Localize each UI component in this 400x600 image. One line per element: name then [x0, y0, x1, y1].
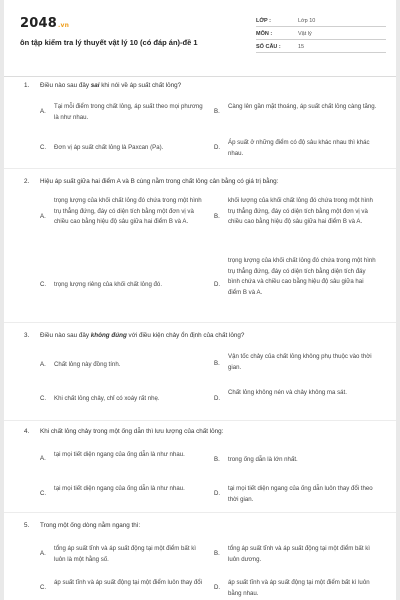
option-letter: C.	[40, 281, 47, 288]
option-letter: A.	[40, 361, 46, 368]
option-text: Chất lỏng này đồng tính.	[54, 361, 121, 368]
option-text: trọng lượng của khối chất lỏng đó chứa trong một hình trụ thẳng đứng, đáy có diện tích bằng diện tích đáy bình chứa và chiều cao bằng hiệu độ sâu giữa hai điểm B và A.	[228, 257, 376, 296]
question-text: Hiệu áp suất giữa hai điểm A và B cùng nằm trong chất lỏng cân bằng có giá trị bằng:	[40, 178, 279, 185]
question-4	[24, 426, 384, 438]
option-text: áp suất tĩnh và áp suất động tại một điểm luôn thay đổi	[54, 579, 203, 586]
option-letter: A.	[40, 108, 46, 115]
option-letter: A.	[40, 455, 46, 462]
meta-key: MÔN :	[256, 31, 273, 37]
question-1	[24, 80, 384, 92]
question-stem	[24, 520, 384, 532]
option-text: Tại mỗi điểm trong chất lỏng, áp suất theo mọi phương là như nhau.	[54, 103, 203, 121]
meta-value: 15	[298, 44, 305, 50]
document-header	[18, 16, 388, 66]
option-text: Càng lên gần mặt thoáng, áp suất chất lỏng càng tăng.	[228, 103, 377, 110]
meta-row-class	[256, 16, 386, 27]
option-letter: B.	[214, 360, 220, 367]
question-number: 1.	[24, 82, 30, 89]
logo-suffix: .vn	[57, 22, 70, 29]
option-letter: D.	[214, 281, 221, 288]
meta-key: LỚP :	[256, 18, 271, 24]
option-letter: B.	[214, 550, 220, 557]
option-letter: C.	[40, 395, 47, 402]
document-page	[4, 0, 396, 600]
option-letter: D.	[214, 144, 221, 151]
question-text	[40, 80, 181, 92]
meta-row-count	[256, 42, 386, 53]
meta-row-subject	[256, 29, 386, 40]
option-text: khối lượng của khối chất lỏng đó chứa trong một hình trụ thẳng đứng, đáy có diện tích bằng một đơn vị và chiều cao bằng hiệu độ sâu giữa hai điểm B và A.	[228, 197, 373, 225]
question-text-pre: Điều nào sau đây	[40, 332, 91, 339]
question-5	[24, 520, 384, 532]
option-text: Vận tốc chảy của chất lỏng không phụ thuộc vào thời gian.	[228, 353, 372, 371]
option-letter: C.	[40, 490, 47, 497]
question-text: Khi chất lỏng chảy trong một ống dẫn thì lưu lượng của chất lỏng:	[40, 428, 224, 435]
question-text-post: với điều kiện chảy ổn định của chất lỏng?	[126, 332, 245, 339]
question-text-emphasis: sai	[90, 82, 100, 89]
meta-key: SỐ CÂU :	[256, 44, 281, 50]
question-divider	[4, 512, 396, 513]
question-text-post: khi nói về áp suất chất lỏng?	[99, 82, 182, 89]
option-letter: B.	[214, 456, 220, 463]
option-letter: D.	[214, 395, 221, 402]
option-text: tại mọi tiết diện ngang của ống dẫn là như nhau.	[54, 451, 185, 458]
question-stem	[24, 176, 384, 188]
option-letter: B.	[214, 213, 220, 220]
question-stem	[24, 426, 384, 438]
option-letter: A.	[40, 550, 46, 557]
option-text: trọng lượng riêng của khối chất lỏng đó.	[54, 281, 163, 288]
option-text: Khi chất lỏng chảy, chỉ có xoáy rất nhẹ.	[54, 395, 160, 402]
document-meta	[256, 16, 386, 55]
question-divider	[4, 322, 396, 323]
option-letter: C.	[40, 584, 47, 591]
meta-value: Vật lý	[298, 31, 312, 37]
option-text: áp suất tĩnh và áp suất động tại một điểm bất kì luôn bằng nhau.	[228, 579, 370, 597]
question-text-emphasis: không đúng	[90, 332, 127, 339]
option-letter: D.	[214, 490, 221, 497]
question-2	[24, 176, 384, 188]
question-number: 4.	[24, 428, 30, 435]
option-text: tổng áp suất tĩnh và áp suất động tại một điểm bất kì luôn dương.	[228, 545, 370, 563]
option-letter: D.	[214, 584, 221, 591]
option-text: tại mọi tiết diện ngang của ống dẫn là như nhau.	[54, 485, 185, 492]
question-3	[24, 330, 384, 342]
question-number: 3.	[24, 332, 30, 339]
question-text-pre: Điều nào sau đây	[40, 82, 91, 89]
option-letter: A.	[40, 213, 46, 220]
option-text: Áp suất ở những điểm có độ sâu khác nhau thì khác nhau.	[228, 139, 370, 157]
question-number: 2.	[24, 178, 30, 185]
option-text: trọng lượng của khối chất lỏng đó chứa trong một hình trụ thẳng đứng, đáy có diện tích bằng một đơn vị và chiều cao bằng hiệu độ sâu giữa hai điểm B và A.	[54, 197, 202, 225]
meta-value: Lớp 10	[298, 18, 316, 24]
document-title: ôn tập kiểm tra lý thuyết vật lý 10 (có đáp án)-đề 1	[20, 38, 198, 47]
question-text: Trong một ống dòng nằm ngang thì:	[40, 522, 141, 529]
option-text: tại mọi tiết diện ngang của ống dẫn luôn thay đổi theo thời gian.	[228, 485, 373, 503]
question-stem	[24, 330, 384, 342]
question-divider	[4, 168, 396, 169]
logo-text: 2048	[20, 16, 57, 31]
header-divider	[4, 76, 396, 77]
question-number: 5.	[24, 522, 30, 529]
question-stem	[24, 80, 384, 92]
option-text: tổng áp suất tĩnh và áp suất động tại một điểm bất kì luôn là một hằng số.	[54, 545, 196, 563]
option-text: trong ống dẫn là lớn nhất.	[228, 456, 298, 463]
option-text: Đơn vị áp suất chất lỏng là Paxcan (Pa).	[54, 144, 164, 151]
site-logo[interactable]	[20, 16, 69, 31]
option-letter: B.	[214, 108, 220, 115]
question-text	[40, 330, 244, 342]
option-letter: C.	[40, 144, 47, 151]
question-divider	[4, 420, 396, 421]
option-text: Chất lỏng không nén và chảy không ma sát.	[228, 389, 347, 396]
